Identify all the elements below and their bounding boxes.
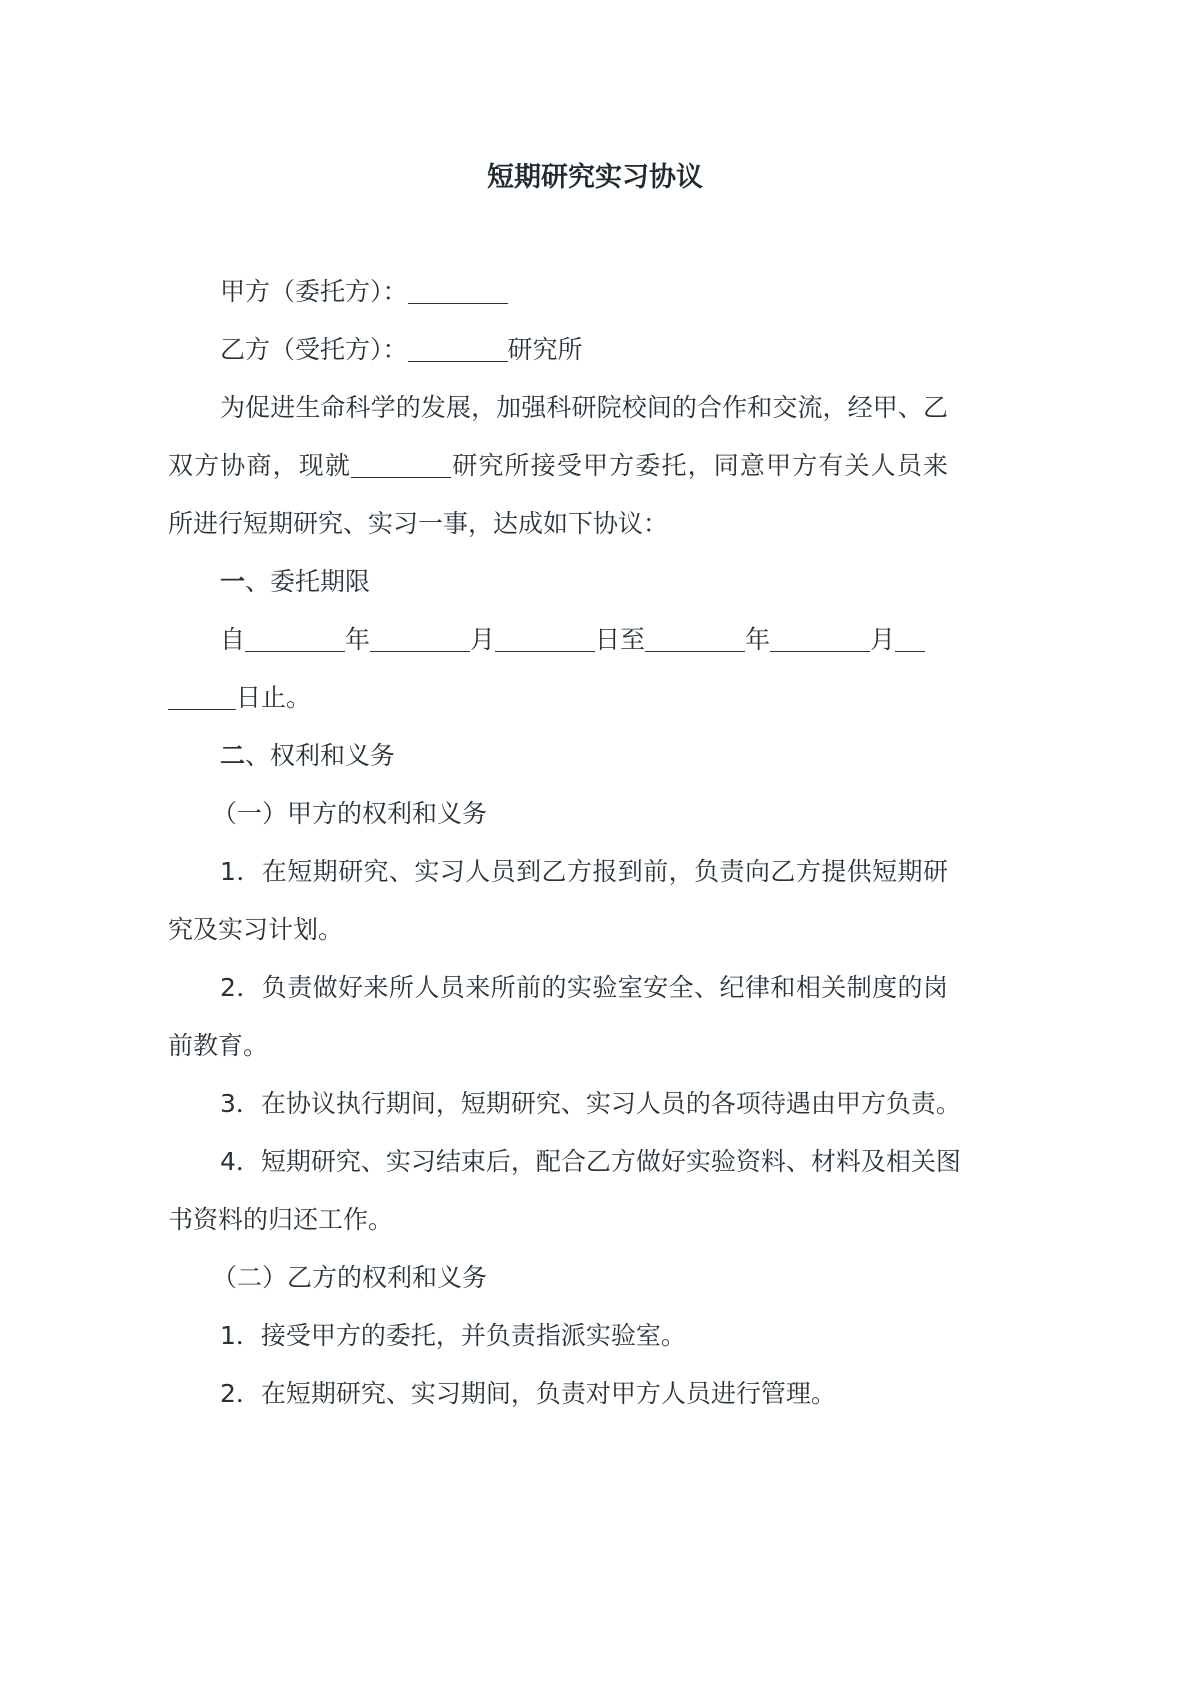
day-to-label: 日至 [595,625,646,654]
period-end-label: 日止。 [236,683,312,712]
start-month-field[interactable] [370,621,470,652]
section-1-heading [220,560,948,604]
intro-line-2-pre: 双方协商，现就 [168,451,352,480]
start-year-field[interactable] [245,621,345,652]
sub2-item-1: 1．接受甲方的委托，并负责指派实验室。 [220,1321,686,1350]
end-day-field-part-2[interactable] [168,679,236,710]
institute-blank-field[interactable] [351,447,451,478]
party-b-line [220,328,948,372]
section-2-title: 、权利和义务 [245,741,396,770]
sub1-item-3: 3．在协议执行期间，短期研究、实习人员的各项待遇由甲方负责。 [220,1089,961,1118]
intro-line-3: 所进行短期研究、实习一事，达成如下协议： [168,509,669,538]
sub1-item-1-line-2: 究及实习计划。 [168,915,344,944]
period-line-2 [168,676,948,720]
period-from-label: 自 [220,625,246,654]
intro-line-2-post: 研究所接受甲方委托，同意甲方有关人员来 [451,451,948,480]
year-label-1: 年 [345,625,371,654]
party-b-suffix: 研究所 [507,335,583,364]
sub1-item-4-line-1: 4．短期研究、实习结束后，配合乙方做好实验资料、材料及相关图 [220,1147,961,1176]
section-2-number: 二 [220,741,246,770]
party-b-label: 乙方（受托方）： [220,335,408,364]
year-label-2: 年 [745,625,771,654]
party-a-line [220,270,948,314]
end-month-field[interactable] [770,621,870,652]
end-day-field-part-1[interactable] [895,621,925,652]
sub2-item-2: 2．在短期研究、实习期间，负责对甲方人员进行管理。 [220,1379,836,1408]
section-2-heading [220,734,948,778]
intro-line-2 [168,444,948,488]
sub1-item-1-line-1: 1．在短期研究、实习人员到乙方报到前，负责向乙方提供短期研 [220,857,948,886]
party-a-label: 甲方（委托方）： [220,277,408,306]
intro-line-1: 为促进生命科学的发展，加强科研院校间的合作和交流，经甲、乙 [220,393,948,422]
party-a-blank-field[interactable] [408,273,508,304]
sub-2-heading: （二）乙方的权利和义务 [212,1263,488,1292]
section-1-title: 、委托期限 [245,567,371,596]
sub1-item-2-line-2: 前教育。 [168,1031,269,1060]
month-label-1: 月 [470,625,496,654]
sub1-item-2-line-1: 2．负责做好来所人员来所前的实验室安全、纪律和相关制度的岗 [220,973,948,1002]
period-line [220,618,948,662]
end-year-field[interactable] [645,621,745,652]
party-b-blank-field[interactable] [408,331,508,362]
sub-1-heading: （一）甲方的权利和义务 [212,799,488,828]
document-title: 短期研究实习协议 [487,162,703,193]
sub1-item-4-line-2: 书资料的归还工作。 [168,1205,394,1234]
section-1-number: 一 [220,567,246,596]
start-day-field[interactable] [495,621,595,652]
month-label-2: 月 [870,625,896,654]
